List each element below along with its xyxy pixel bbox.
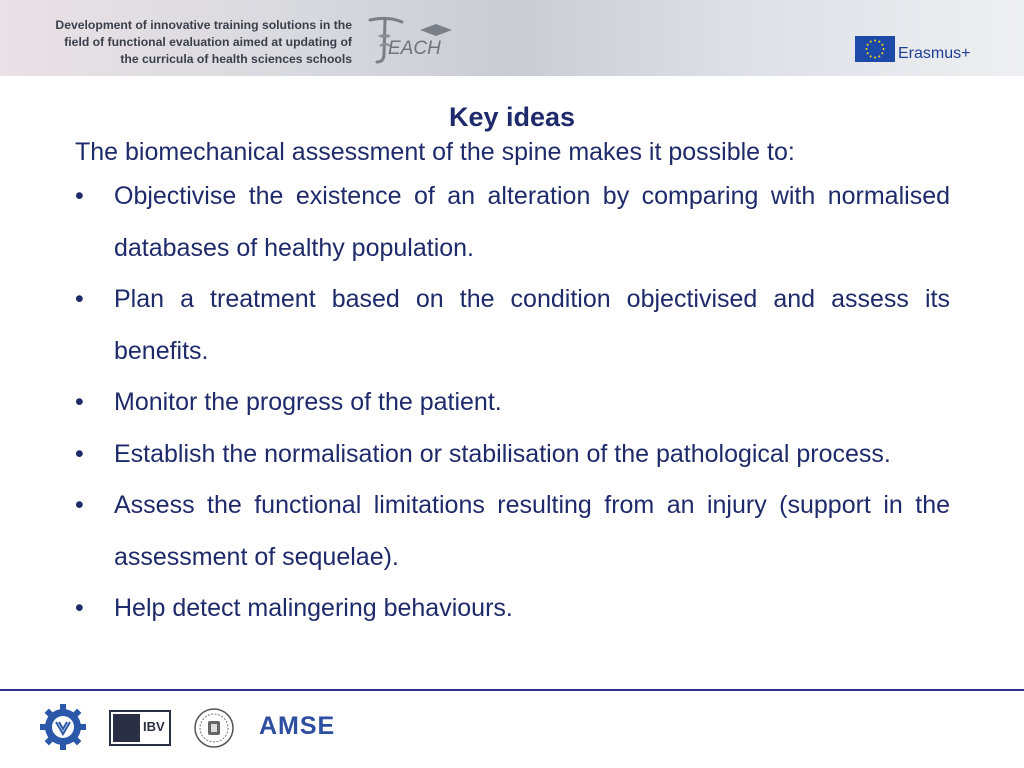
amse-logo-text: AMSE [259,712,336,740]
bullet-dot-icon: • [75,388,84,416]
list-item-text: Help detect malingering behaviours. [114,594,513,622]
ibv-logo [109,710,171,746]
university-seal-icon [194,708,234,748]
teach-logo [368,14,458,66]
list-item [75,429,950,481]
eu-flag-icon [855,36,895,62]
list-item [75,480,950,583]
list-item-text: Establish the normalisation or stabilisation of the pathological process. [114,439,891,468]
bullet-dot-icon: • [75,285,84,313]
ibv-figure-icon [113,714,140,742]
bullet-dot-icon: • [75,182,84,210]
gear-crest-logo-icon [40,704,86,750]
slide-title: Key ideas [448,102,576,132]
list-item [75,274,950,377]
footer-divider [0,689,1024,691]
bullet-dot-icon: • [75,439,84,468]
project-title-line: Development of innovative training solutions in the [55,18,352,32]
bullet-dot-icon: • [75,491,84,519]
teach-logo-text: EACH [388,38,441,59]
list-item [75,171,950,274]
ibv-logo-text: IBV [143,719,165,734]
erasmus-label: Erasmus+ [898,45,971,62]
list-item-text: Plan a treatment based on the condition objectivised and assess its benefits. [114,285,950,365]
list-item-text: Monitor the progress of the patient. [114,388,502,416]
bullet-dot-icon: • [75,594,84,622]
key-ideas-list [75,171,950,635]
header-banner [0,0,1024,76]
intro-text: The biomechanical assessment of the spine makes it possible to: [75,138,795,166]
list-item [75,377,950,429]
project-title [12,17,352,68]
project-title-line: the curricula of health sciences schools [120,52,352,66]
list-item [75,583,950,635]
project-title-line: field of functional evaluation aimed at updating of [64,35,352,49]
list-item-text: Objectivise the existence of an alteration by comparing with normalised databases of healthy population. [114,182,950,262]
list-item-text: Assess the functional limitations resulting from an injury (support in the assessment of sequelae). [114,491,950,571]
